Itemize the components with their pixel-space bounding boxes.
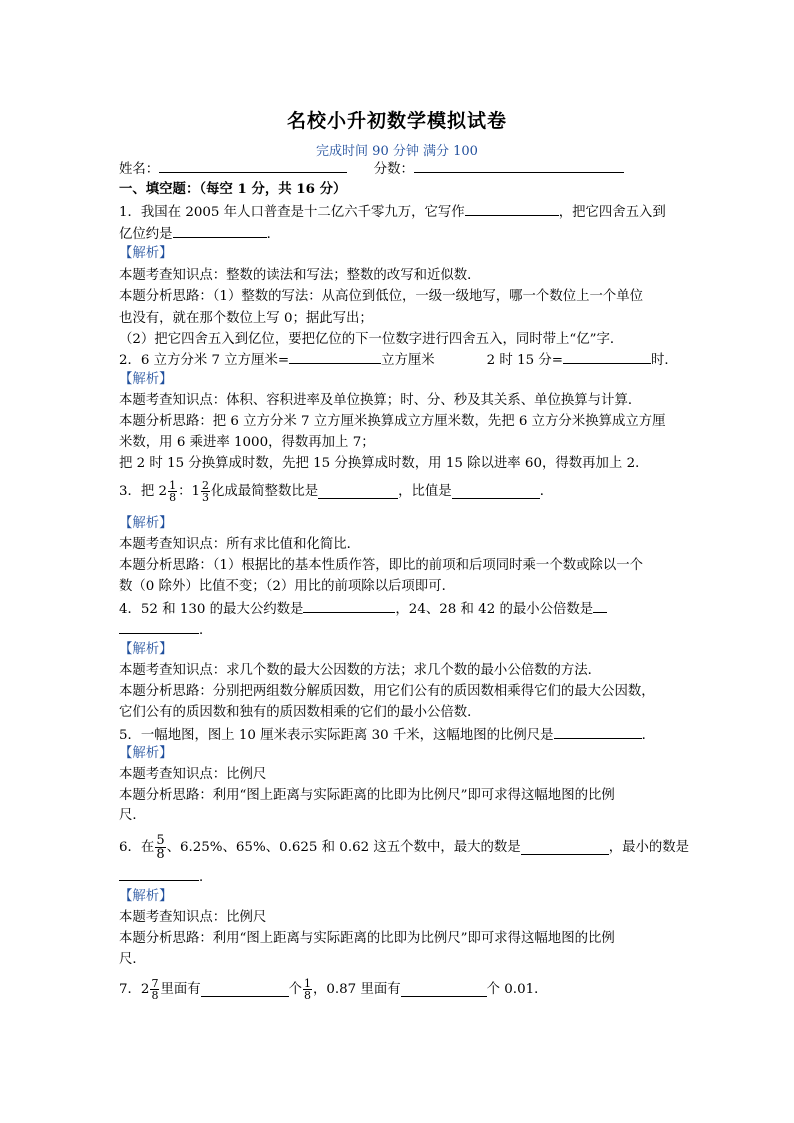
score-label: 分数：	[373, 162, 414, 177]
q1-solution-2: 也没有，就在那个数位上写 0；据此写出；	[119, 311, 373, 326]
q2-solution-1: 本题分析思路：把 6 立方分米 7 立方厘米换算成立方厘米数，先把 6 立方分米换算成立方厘	[119, 414, 666, 429]
q4-solution-2: 它们公有的质因数和独有的质因数相乘的它们的最小公倍数．	[119, 705, 481, 720]
analysis-label: 【解析】	[119, 889, 173, 904]
q4-text-d: ．	[199, 623, 213, 638]
q6-solution-1: 本题分析思路：利用“图上距离与实际距离的比即为比例尺”即可求得这幅地图的比例	[119, 931, 615, 946]
q6-text-c: ，最小的数是	[608, 839, 690, 855]
q3-text-c: ，比值是	[398, 483, 452, 499]
q6-blank-2[interactable]	[119, 866, 199, 881]
q3-text: 3．把 2	[119, 483, 168, 499]
q3-knowledge: 本题考查知识点：所有求比值和化简比．	[119, 537, 361, 552]
analysis-label: 【解析】	[119, 516, 173, 531]
question-2	[119, 349, 678, 371]
student-info-row	[119, 158, 624, 180]
q4-blank-2a[interactable]	[593, 598, 607, 613]
q7-text-e: ，0.87 里面有	[313, 981, 401, 997]
q7-text-c: 个	[288, 981, 302, 997]
analysis-label: 【解析】	[119, 246, 173, 261]
q5-text-d: ．	[641, 728, 655, 743]
q4-text: 4．52 和 130 的最大公约数是	[119, 602, 304, 617]
q2-knowledge: 本题考查知识点：体积、容积进率及单位换算；时、分、秒及其关系、单位换算与计算．	[119, 393, 642, 408]
q4-blank-2b[interactable]	[119, 619, 199, 634]
q5-blank[interactable]	[554, 724, 642, 739]
analysis-label: 【解析】	[119, 372, 173, 387]
q6-text-d: ．	[199, 870, 213, 885]
q4-knowledge: 本题考查知识点：求几个数的最大公因数的方法；求几个数的最小公倍数的方法．	[119, 663, 602, 678]
q1-knowledge: 本题考查知识点：整数的读法和写法；整数的改写和近似数．	[119, 268, 481, 283]
q5-text: 5．一幅地图，图上 10 厘米表示实际距离 30 千米，这幅地图的比例尺是	[119, 728, 554, 743]
q7-blank-1[interactable]	[201, 982, 289, 997]
q3-blank-1[interactable]	[318, 484, 398, 499]
analysis-label: 【解析】	[119, 746, 173, 761]
fraction: $\frac{1}{8}$	[304, 977, 311, 1002]
q6-solution-2: 尺．	[119, 952, 146, 967]
page-title: 名校小升初数学模拟试卷	[286, 110, 507, 132]
q7-text-f: 个 0.01．	[486, 981, 548, 997]
question-1-cont	[119, 223, 280, 245]
q1-blank-1[interactable]	[465, 201, 559, 216]
fraction: $\frac{2}{3}$	[202, 479, 209, 504]
section-heading: 一、填空题：（每空 1 分，共 16 分）	[119, 181, 347, 197]
q3-text-b: 化成最简整数比是	[211, 483, 319, 499]
q7-text: 7．2	[119, 981, 150, 997]
q3-solution-2: 数（0 除外）比值不变；（2）用比的前项除以后项即可．	[119, 579, 455, 594]
q2-text: 2．6 立方分米 7 立方厘米=	[119, 353, 290, 368]
q1-text-b: ，把它四舍五入到	[558, 205, 666, 220]
q1-text-d: ．	[266, 227, 280, 242]
analysis-label: 【解析】	[119, 642, 173, 657]
question-4	[119, 598, 607, 620]
q7-text-b: 里面有	[160, 981, 201, 997]
fraction: $\frac{5}{8}$	[156, 833, 165, 862]
q3-blank-2[interactable]	[452, 484, 540, 499]
q1-text-c: 亿位约是	[119, 227, 173, 242]
q3-sep: ：1	[178, 483, 200, 499]
q1-solution-1: 本题分析思路：（1）整数的写法：从高位到低位，一级一级地写，哪一个数位上一个单位	[119, 289, 644, 304]
q6-blank-1[interactable]	[521, 840, 609, 855]
q2-blank-1[interactable]	[289, 349, 381, 364]
q4-blank-1[interactable]	[303, 598, 395, 613]
q2-text-d: 时．	[650, 353, 678, 368]
q6-text-b: 、6.25%、65%、0.625 和 0.62 这五个数中，最大的数是	[166, 839, 521, 855]
q4-text-b: ，24、28 和 42 的最小公倍数是	[395, 602, 594, 617]
q5-knowledge: 本题考查知识点：比例尺	[119, 767, 267, 782]
q3-text-d: ．	[539, 483, 554, 499]
q3-solution-1: 本题分析思路：（1）根据比的基本性质作答，即比的前项和后项同时乘一个数或除以一个	[119, 558, 644, 573]
q1-text: 1．我国在 2005 年人口普查是十二亿六千零九万，它写作	[119, 205, 465, 220]
q2-blank-2[interactable]	[563, 349, 651, 364]
q5-solution-2: 尺．	[119, 808, 146, 823]
question-6-cont	[119, 866, 212, 888]
q6-text: 6．在	[119, 839, 155, 855]
exam-subtitle: 完成时间 90 分钟 满分 100	[316, 144, 478, 159]
q2-text-c: 2 时 15 分=	[486, 353, 563, 368]
q2-text-b: 立方厘米	[381, 353, 435, 368]
fraction: $\frac{1}{8}$	[169, 479, 177, 504]
question-7	[119, 978, 548, 1001]
q2-solution-2: 米数，用 6 乘进率 1000，得数再加上 7；	[119, 435, 375, 450]
q1-blank-2[interactable]	[173, 223, 267, 238]
q6-knowledge: 本题考查知识点：比例尺	[119, 910, 267, 925]
question-1	[119, 201, 666, 223]
name-label: 姓名：	[119, 162, 160, 177]
q5-solution-1: 本题分析思路：利用“图上距离与实际距离的比即为比例尺”即可求得这幅地图的比例	[119, 788, 615, 803]
question-4-cont	[119, 619, 212, 641]
score-blank[interactable]	[414, 158, 624, 173]
q4-solution-1: 本题分析思路：分别把两组数分解质因数，用它们公有的质因数相乘得它们的最大公因数，	[119, 684, 655, 699]
question-6	[119, 834, 689, 861]
name-blank[interactable]	[159, 158, 347, 173]
q1-solution-3: （2）把它四舍五入到亿位，要把亿位的下一位数字进行四舍五入，同时带上“亿”字．	[119, 332, 624, 347]
question-3	[119, 480, 553, 503]
q7-blank-2[interactable]	[401, 982, 487, 997]
q2-solution-3: 把 2 时 15 分换算成时数，先把 15 分换算成时数，用 15 除以进率 60，得数再加上 2．	[119, 456, 649, 471]
fraction: $\frac{7}{8}$	[151, 977, 159, 1002]
question-5	[119, 724, 655, 746]
